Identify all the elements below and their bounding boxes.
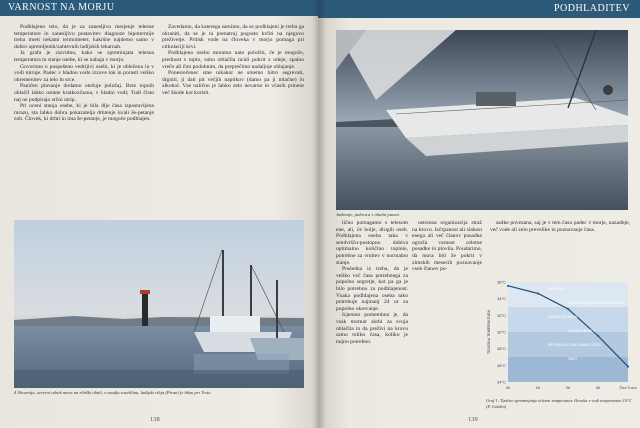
harbor-photo-caption: 4 Slovenija, severni odsek mora na ribiški obali, v ozadju soseščina, ladijski ribja (Piran) je blizu pri Trstu — [14, 390, 211, 395]
y-tick-label: 28°C — [497, 346, 506, 352]
body-temperature-chart — [486, 276, 637, 396]
right-column-2 — [412, 220, 482, 273]
sailing-photo-caption: Jadranje, jadrnica v obalni pasovi — [336, 212, 400, 217]
right-col2-para: ustrezna organizacija straž na krovu. Izčrpanost ali slabost enega ali več članov posadke ogroža varnost celotne posadke in plovila. Poudarimo, da mora biti že pokrit v zimskih mesecih poznavanje vseh članov po- — [412, 220, 482, 273]
stage-label: IZGUBA SPOMINA — [548, 315, 578, 319]
y-tick-label: 24°C — [497, 379, 506, 385]
left-header-title: VARNOST NA MORJU — [8, 2, 115, 13]
right-col3-para: sadke povezana, saj je v tem času padec v morje, nazadnje, več vode ali zelo prevelike in poznavanje časa. — [490, 220, 630, 233]
y-tick-label: 34°C — [497, 296, 506, 302]
temperature-point — [537, 293, 539, 295]
stage-label: SMRT — [568, 357, 578, 361]
y-tick-label: 30°C — [497, 329, 506, 335]
left-col1-para: Paničen plavanje dodatno otežuje položaj. Brez topnih oblačil lahko ostane kratkozčasna, v hladni vodi; Tudi čisto naj ne podpirajo srčni utrip. — [14, 83, 154, 103]
temperature-point — [507, 285, 509, 287]
right-col1-para: lično pomagamo s telesom ene, ali, če bolje, drugih oseb. Podhlajena oseba taka v sendvišču-postopno dobiva optimalno količino toplote, potrebne za vrnitev v normalno stanje. — [336, 220, 408, 266]
chart-caption: Graf 1: Tipično spreminjanje telesne temperature človeka v vodi temperature 10°C (F. Golden) — [486, 398, 632, 409]
left-col1-para: Ja grafa je razvidno, kako se spreminjata telesna temperatura in stanje osebe, ki se nahaja v morju. — [14, 50, 154, 63]
y-tick-label: 36°C — [497, 279, 506, 285]
stage-label: NEPRAVILNO DELOVANJE SRCA — [548, 343, 601, 347]
left-column-1 — [14, 24, 154, 123]
right-col1-para: Posledna iz treba, da je veliko več časa potrebnega za popolno segretje, kot pa ga je bilo potrebno za podhlajenost. Vsaka podhlajena oseba tako potrebuje najmanj 24 ur za popolno okrevanje. — [336, 266, 408, 312]
harbor-photo-image — [14, 220, 304, 388]
stage-label: ZMEDENOST, SLABA ORIENTACIJA — [568, 301, 625, 305]
x-tick-label: 2h — [565, 385, 571, 390]
stage-label: IZGUBA ZAVESTI — [568, 329, 596, 333]
left-page — [0, 0, 318, 428]
temperature-point — [627, 366, 629, 368]
left-col1-para: Podhlajeno telo, da je za zanesljivo merjenje telesne temperature in zanesljivo postavitev diagnoze hipotermije treba imeti nekatni termometer, kakršne najdemo samo v dobro opremljenih/zahtevnih ladijskih lekarnah. — [14, 24, 154, 50]
left-column-2 — [162, 24, 304, 97]
left-page-number: 138 — [150, 416, 160, 423]
sailing-photo-image — [336, 30, 628, 210]
book-spine-shadow — [312, 0, 326, 428]
right-page-header — [318, 0, 640, 18]
left-col2-para: Podhlajeno osebo moramo nato položiti, če je mogoče, prednost s toplo, suho oblačila in/ali pokrit z odeje, spalno vrečo ali čim podobnim, da preprečimo nadaljnje ohlajanje. — [162, 50, 304, 70]
x-tick-label: Čez 3 ure — [619, 385, 637, 390]
y-axis-label: TELESNA TEMPERATURA — [487, 310, 491, 354]
left-col1-para: Pri oceni stanja osebe, ki je bila dlje časa izpostavljena mrazu, sta lahko dobra pokazatelja drhtenje in/ali še-petanje zob. Človek, ki drhti in ima še-petanje, je mogoče podhlajen. — [14, 103, 154, 123]
x-tick-label: 0h — [505, 385, 511, 390]
sailing-photo — [336, 30, 628, 210]
right-page — [318, 0, 640, 428]
left-col2-para: Zavedamo, da katerega samimo, da se podhlajeni je treba ga ohraniti, da se je ta prenatruj pogosto krčiti na njegovo preživetje. Pritisk vode na človeka v morju pomaga pri cirkulaciji krvi. — [162, 24, 304, 50]
x-tick-label: 1h — [535, 385, 541, 390]
temperature-point — [567, 308, 569, 310]
left-col2-para: Ponesrečenec sme nikakor ne smemo hitro segrevati, drgniti, ji dati pit večjih napitkov (damo pa ji mlačne) in alkohol. Vse nalično je lahko zelo nevarno in včasih prinese več škode kot koristi. — [162, 70, 304, 96]
x-tick-label: 3h — [595, 385, 601, 390]
stage-label: DRHTENJE — [548, 287, 567, 291]
harbor-photo — [14, 220, 304, 388]
temperature-chart-svg — [486, 276, 637, 396]
left-page-header — [0, 0, 318, 16]
right-column-1 — [336, 220, 408, 345]
right-header-title: PODHLADITEV — [553, 3, 630, 14]
left-col1-para: Govorimo o pospešeno vedrijivi osebi, ki je oblečena in v vodi miruje. Padec v hladno vodo izzove lok in porasti veliko obremenitev za telo in srce. — [14, 63, 154, 83]
temperature-point — [597, 335, 599, 337]
y-tick-label: 26°C — [497, 362, 506, 368]
right-page-number: 139 — [468, 416, 478, 423]
y-tick-label: 32°C — [497, 312, 506, 318]
right-col1-para: Izjemno pomembno je, da vsak mornar skrbi za svoja oblačila in da preživi na krovu samo toliko časa, koliko je nujno potrebno. — [336, 312, 408, 345]
right-column-3 — [490, 220, 630, 233]
